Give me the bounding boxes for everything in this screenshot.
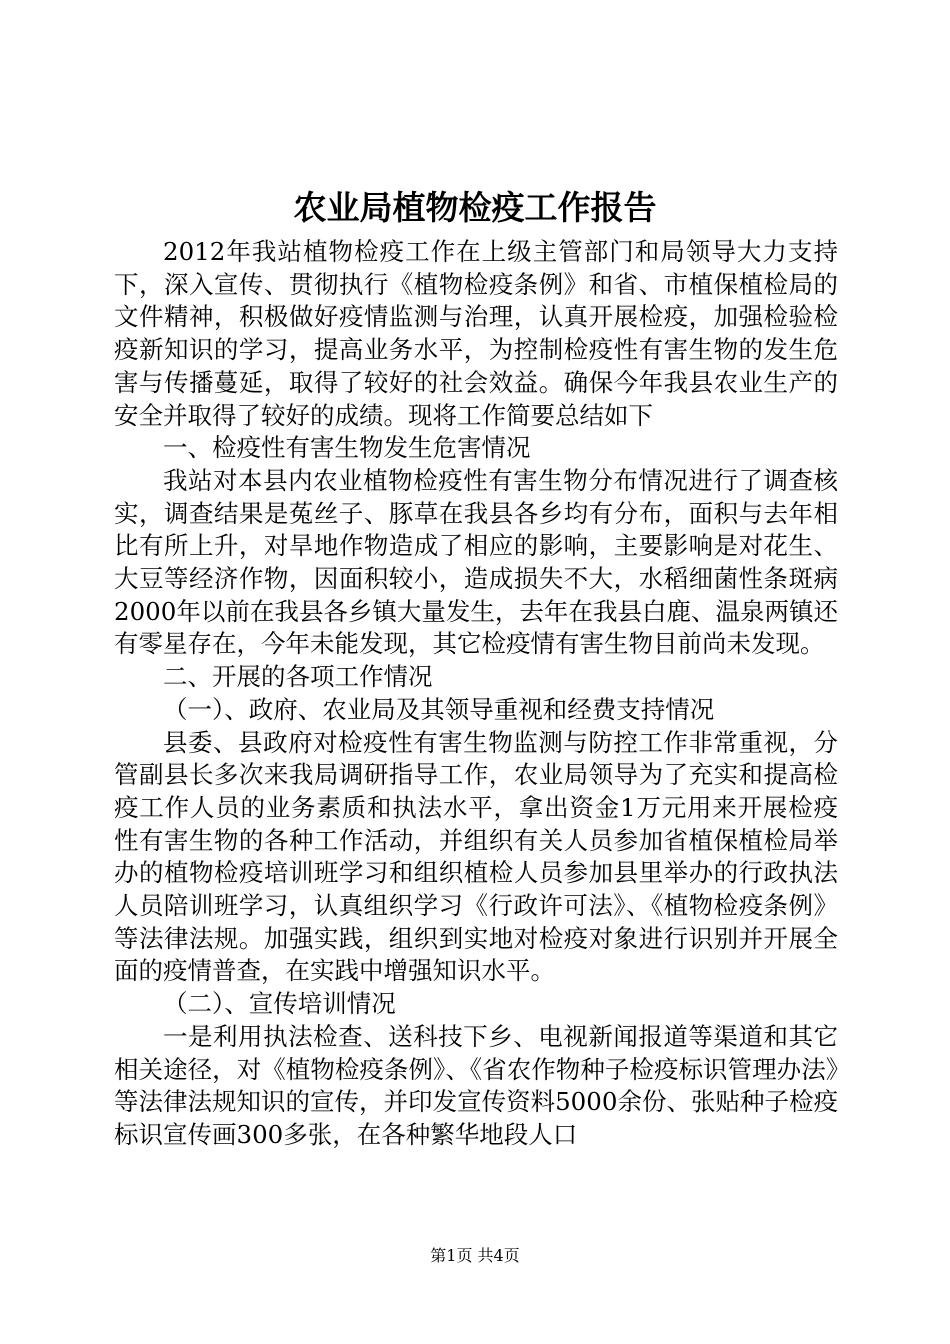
section-heading-2: 二、开展的各项工作情况 — [163, 662, 433, 692]
page-footer: 第1页 共4页 — [430, 1246, 520, 1265]
section-heading-1: 一、检疫性有害生物发生危害情况 — [163, 433, 531, 463]
intro-paragraph: 2012年我站植物检疫工作在上级主管部门和局领导大力支持下，深入宣传、贯彻执行《植物检疫条例》和省、市植保植检局的文件精神，积极做好疫情监测与治理，认真开展检疫，加强检验检疫新知识的学习，提高业务水平，为控制检疫性有害生物的发生危害与传播蔓延，取得了较好的社会效益。确保今年我县农业生产的安全并取得了较好的成绩。现将工作简要总结如下 — [114, 237, 838, 430]
subsection-heading-1: （一）、政府、农业局及其领导重视和经费支持情况 — [163, 694, 715, 724]
document-body — [114, 236, 838, 1152]
subsection-2-paragraph: 一是利用执法检查、送科技下乡、电视新闻报道等渠道和其它相关途径，对《植物检疫条例》、《省农作物种子检疫标识管理办法》等法律法规知识的宣传，并印发宣传资料5000余份、张贴种子检疫标识宣传画300多张，在各种繁华地段人口 — [114, 1021, 838, 1149]
document-title: 农业局植物检疫工作报告 — [293, 188, 657, 227]
section-1-paragraph: 我站对本县内农业植物检疫性有害生物分布情况进行了调查核实，调查结果是菟丝子、豚草在我县各乡均有分布，面积与去年相比有所上升，对旱地作物造成了相应的影响，主要影响是对花生、大豆等经济作物，因面积较小，造成损失不大，水稻细菌性条斑病2000年以前在我县各乡镇大量发生，去年在我县白鹿、温泉两镇还有零星存在，今年未能发现，其它检疫情有害生物目前尚未发现。 — [114, 465, 838, 659]
subsection-1-paragraph: 县委、县政府对检疫性有害生物监测与防控工作非常重视，分管副县长多次来我局调研指导工作，农业局领导为了充实和提高检疫工作人员的业务素质和执法水平，拿出资金1万元用来开展检疫性有害生物的各种工作活动，并组织有关人员参加省植保植检局举办的植物检疫培训班学习和组织植检人员参加县里举办的行政执法人员陪训班学习，认真组织学习《行政许可法》、《植物检疫条例》等法律法规。加强实践，组织到实地对检疫对象进行识别并开展全面的疫情普查，在实践中增强知识水平。 — [114, 727, 838, 986]
subsection-heading-2: （二）、宣传培训情况 — [163, 989, 396, 1019]
